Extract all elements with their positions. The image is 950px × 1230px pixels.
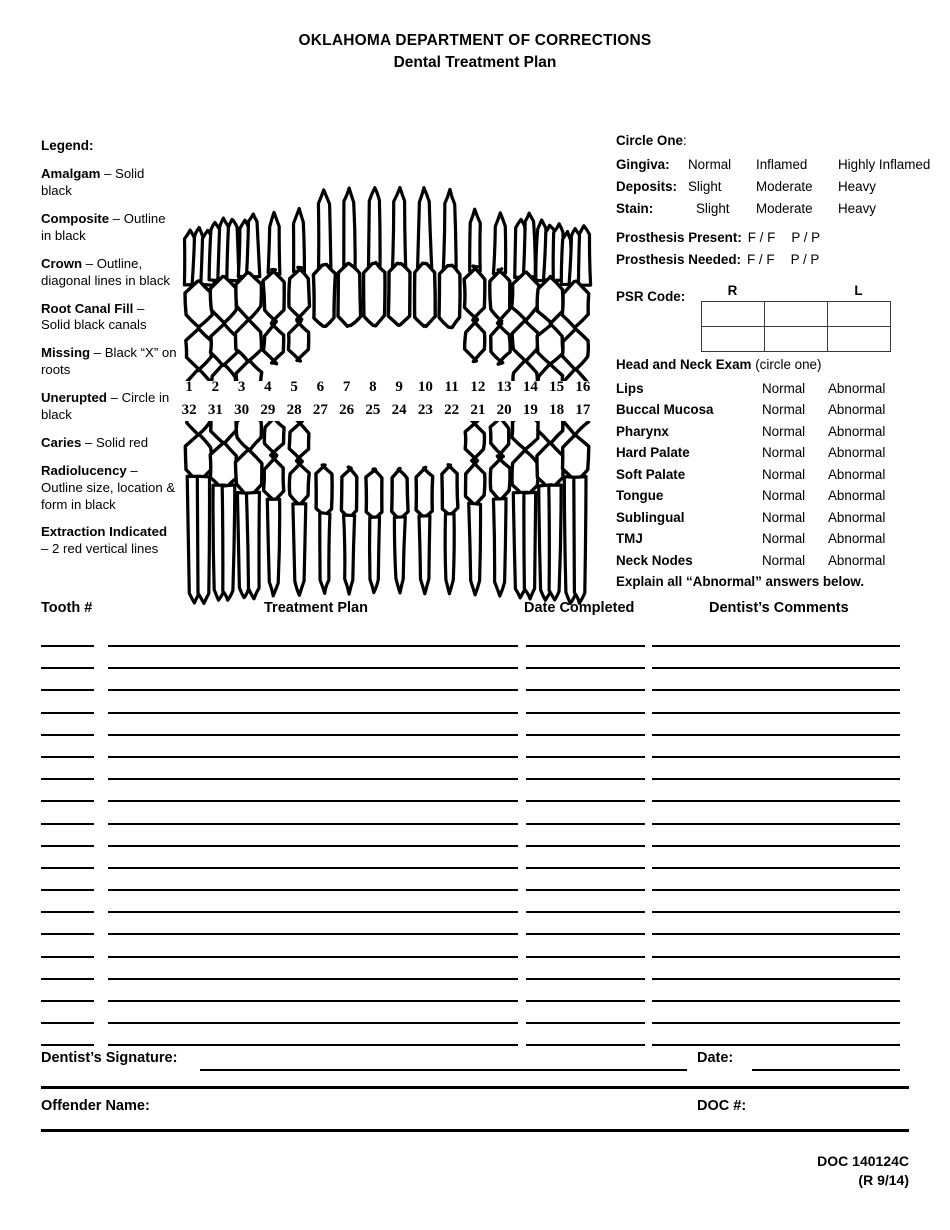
row-field-plan[interactable] (108, 1044, 518, 1046)
column-header-treatment-plan: Treatment Plan (264, 600, 368, 616)
offender-name-label: Offender Name: (41, 1098, 150, 1114)
table-row (0, 989, 950, 1011)
tooth-number[interactable]: 26 (339, 401, 355, 418)
exam-row-tmj (616, 531, 916, 546)
row-field-comm[interactable] (652, 712, 900, 714)
page-header (0, 0, 950, 75)
row-field-date[interactable] (526, 956, 645, 958)
exam-option-abnormal[interactable]: Abnormal (828, 445, 886, 461)
legend-desc: – Black “X” on roots (41, 345, 177, 378)
table-row (0, 1011, 950, 1033)
tooth-number[interactable]: 19 (522, 401, 538, 418)
form-number: DOC 140124C (817, 1153, 909, 1169)
psr-code-label: PSR Code: (616, 288, 686, 304)
row-field-tooth[interactable] (41, 978, 94, 980)
row-field-comm[interactable] (652, 800, 900, 802)
row-field-plan[interactable] (108, 712, 518, 714)
deposits-option-moderate[interactable]: Moderate (756, 178, 813, 194)
exam-option-abnormal[interactable]: Abnormal (828, 552, 886, 568)
legend-desc: – Circle in black (41, 390, 170, 422)
exam-item-label: Tongue (616, 488, 664, 504)
psr-cell[interactable] (765, 326, 828, 351)
row-field-plan[interactable] (108, 778, 518, 780)
gingiva-option-normal[interactable]: Normal (688, 156, 732, 172)
psr-header-left: L (854, 282, 863, 298)
row-field-comm[interactable] (652, 911, 900, 913)
row-field-tooth[interactable] (41, 689, 94, 691)
column-header-date-completed: Date Completed (524, 600, 635, 616)
legend-item-amalgam (41, 166, 177, 200)
prosthesis-needed-row (616, 252, 916, 267)
psr-cell[interactable] (828, 301, 891, 326)
deposits-row (616, 179, 916, 194)
tooth-number[interactable]: 16 (575, 378, 591, 395)
form-footer (817, 1152, 909, 1190)
legend-item-crown (41, 256, 177, 290)
row-field-tooth[interactable] (41, 667, 94, 669)
row-field-tooth[interactable] (41, 823, 94, 825)
stain-label: Stain: (616, 200, 654, 216)
tooth-number[interactable]: 10 (417, 378, 433, 395)
psr-cell[interactable] (765, 301, 828, 326)
row-field-date[interactable] (526, 867, 645, 869)
column-header-dentist-comments: Dentist’s Comments (709, 600, 849, 616)
row-field-plan[interactable] (108, 1000, 518, 1002)
row-field-comm[interactable] (652, 645, 900, 647)
signature-block (0, 1050, 950, 1132)
gingiva-option-highly-inflamed[interactable]: Highly Inflamed (838, 156, 931, 172)
tooth-number[interactable]: 4 (264, 378, 272, 395)
row-field-tooth[interactable] (41, 911, 94, 913)
row-field-plan[interactable] (108, 911, 518, 913)
row-field-tooth[interactable] (41, 756, 94, 758)
row-field-date[interactable] (526, 845, 645, 847)
table-row (0, 789, 950, 811)
legend-term: Radiolucency (41, 462, 127, 478)
legend-term: Extraction Indicated (41, 524, 168, 540)
row-field-comm[interactable] (652, 734, 900, 736)
prosthesis-needed-option-ff[interactable]: F / F (747, 251, 775, 267)
legend-item-radiolucency (41, 463, 177, 514)
table-row (0, 945, 950, 967)
row-field-plan[interactable] (108, 845, 518, 847)
dentist-signature-row (0, 1050, 950, 1080)
tooth-number[interactable]: 1 (185, 378, 193, 395)
row-field-plan[interactable] (108, 1022, 518, 1024)
exam-option-normal[interactable]: Normal (762, 402, 806, 418)
exam-option-normal[interactable]: Normal (762, 552, 806, 568)
table-row (0, 834, 950, 856)
row-field-date[interactable] (526, 1022, 645, 1024)
psr-header-middle (764, 283, 827, 298)
row-field-tooth[interactable] (41, 734, 94, 736)
legend-desc: – Outline in black (41, 210, 166, 243)
legend-term: Crown (41, 255, 83, 271)
row-field-comm[interactable] (652, 867, 900, 869)
treatment-plan-header (0, 600, 950, 630)
stain-row (616, 201, 916, 216)
row-field-comm[interactable] (652, 1044, 900, 1046)
table-row (0, 967, 950, 989)
abnormal-explanation-note: Explain all “Abnormal” answers below. (616, 574, 865, 590)
upper-arch-diagram[interactable] (172, 133, 602, 381)
row-field-tooth[interactable] (41, 645, 94, 647)
table-row (0, 856, 950, 878)
treatment-plan-rows (0, 634, 950, 1056)
gingiva-option-inflamed[interactable]: Inflamed (756, 156, 808, 172)
legend-term: Root Canal Fill (41, 300, 134, 316)
prosthesis-present-option-ff[interactable]: F / F (747, 229, 776, 245)
tooth-number[interactable]: 29 (260, 401, 276, 418)
tooth-number[interactable]: 32 (181, 401, 197, 418)
deposits-option-heavy[interactable]: Heavy (838, 178, 876, 194)
psr-table-row (702, 301, 891, 326)
divider-rule-bottom (41, 1129, 909, 1132)
exam-item-label: Soft Palate (616, 466, 686, 482)
row-field-date[interactable] (526, 645, 645, 647)
legend-panel (41, 137, 177, 569)
row-field-date[interactable] (526, 667, 645, 669)
row-field-comm[interactable] (652, 933, 900, 935)
table-row (0, 900, 950, 922)
row-field-plan[interactable] (108, 867, 518, 869)
row-field-date[interactable] (526, 756, 645, 758)
dentist-signature-field[interactable] (200, 1069, 687, 1071)
psr-cell[interactable] (702, 326, 765, 351)
exam-item-label: Sublingual (616, 509, 685, 525)
exam-item-label: Buccal Mucosa (616, 402, 714, 418)
tooth-number[interactable]: 23 (417, 401, 433, 418)
dental-chart[interactable] (172, 133, 602, 621)
tooth-number[interactable]: 28 (286, 401, 302, 418)
legend-item-extraction-indicated (41, 524, 177, 558)
legend-item-unerupted (41, 390, 177, 424)
row-field-tooth[interactable] (41, 800, 94, 802)
tooth-number[interactable]: 14 (522, 378, 538, 395)
table-row (0, 723, 950, 745)
row-field-plan[interactable] (108, 956, 518, 958)
exam-row-buccal-mucosa (616, 402, 916, 417)
row-field-date[interactable] (526, 1000, 645, 1002)
exam-row-pharynx (616, 424, 916, 439)
exam-row-neck-nodes (616, 553, 916, 568)
tooth-number[interactable]: 6 (316, 378, 325, 395)
signature-date-field[interactable] (752, 1069, 900, 1071)
row-field-plan[interactable] (108, 756, 518, 758)
row-field-comm[interactable] (652, 778, 900, 780)
row-field-comm[interactable] (652, 845, 900, 847)
table-row (0, 745, 950, 767)
row-field-plan[interactable] (108, 978, 518, 980)
row-field-comm[interactable] (652, 889, 900, 891)
exam-item-label: Pharynx (616, 423, 669, 439)
prosthesis-needed-option-pp[interactable]: P / P (790, 251, 820, 267)
offender-info-row (0, 1089, 950, 1123)
exam-row-tongue (616, 488, 916, 503)
exam-option-abnormal[interactable]: Abnormal (828, 466, 886, 482)
lower-tooth-numbers (176, 402, 596, 419)
legend-term: Composite (41, 210, 110, 226)
row-field-plan[interactable] (108, 667, 518, 669)
exam-item-label: Hard Palate (616, 445, 690, 461)
table-row (0, 678, 950, 700)
tooth-number[interactable]: 27 (312, 401, 328, 418)
table-row (0, 922, 950, 944)
row-field-tooth[interactable] (41, 712, 94, 714)
gingiva-label: Gingiva: (616, 156, 670, 172)
row-field-date[interactable] (526, 911, 645, 913)
row-field-plan[interactable] (108, 823, 518, 825)
table-row (0, 634, 950, 656)
exam-option-abnormal[interactable]: Abnormal (828, 380, 886, 396)
legend-item-composite (41, 211, 177, 245)
head-neck-exam-label: Head and Neck Exam (616, 356, 752, 372)
tooth-number[interactable]: 11 (444, 378, 459, 395)
tooth-number[interactable]: 13 (496, 378, 512, 395)
table-row (0, 878, 950, 900)
circle-one-label: Circle One (616, 132, 683, 148)
exam-row-hard-palate (616, 445, 916, 460)
tooth-number[interactable]: 30 (234, 401, 250, 418)
exam-row-lips (616, 381, 916, 396)
legend-term: Unerupted (41, 390, 107, 406)
psr-cell[interactable] (828, 326, 891, 351)
lower-arch-diagram[interactable] (172, 421, 602, 621)
exam-item-label: Neck Nodes (616, 552, 693, 568)
tooth-number[interactable]: 9 (395, 378, 403, 395)
table-row (0, 656, 950, 678)
exam-option-abnormal[interactable]: Abnormal (828, 531, 886, 547)
table-row (0, 812, 950, 834)
exam-item-label: TMJ (616, 531, 643, 547)
tooth-number[interactable]: 21 (470, 401, 486, 418)
circle-one-colon: : (682, 132, 687, 148)
page-title: OKLAHOMA DEPARTMENT OF CORRECTIONS (298, 32, 652, 49)
row-field-comm[interactable] (652, 667, 900, 669)
exam-option-normal[interactable]: Normal (762, 423, 806, 439)
exam-option-normal[interactable]: Normal (762, 380, 806, 396)
row-field-tooth[interactable] (41, 1000, 94, 1002)
deposits-option-slight[interactable]: Slight (688, 178, 722, 194)
legend-item-caries (41, 435, 177, 452)
row-field-comm[interactable] (652, 956, 900, 958)
exam-row-soft-palate (616, 467, 916, 482)
row-field-tooth[interactable] (41, 1044, 94, 1046)
tooth-number[interactable]: 5 (290, 378, 298, 395)
legend-item-missing (41, 345, 177, 379)
exam-option-normal[interactable]: Normal (762, 509, 806, 525)
prosthesis-present-row (616, 230, 916, 245)
row-field-plan[interactable] (108, 734, 518, 736)
psr-table-row (702, 326, 891, 351)
exam-option-abnormal[interactable]: Abnormal (828, 509, 886, 525)
table-row (0, 767, 950, 789)
row-field-comm[interactable] (652, 689, 900, 691)
legend-desc: – 2 red vertical lines (41, 541, 159, 557)
head-neck-exam-hint: (circle one) (751, 356, 822, 372)
tooth-number[interactable]: 20 (496, 401, 512, 418)
row-field-date[interactable] (526, 734, 645, 736)
row-field-date[interactable] (526, 823, 645, 825)
row-field-tooth[interactable] (41, 867, 94, 869)
psr-header-right: R (727, 282, 738, 298)
legend-term: Amalgam (41, 166, 101, 182)
legend-item-root-canal-fill (41, 301, 177, 335)
tooth-number[interactable]: 12 (470, 378, 486, 395)
row-field-tooth[interactable] (41, 778, 94, 780)
row-field-plan[interactable] (108, 689, 518, 691)
tooth-number[interactable]: 24 (391, 401, 407, 418)
row-field-plan[interactable] (108, 933, 518, 935)
legend-desc: – Solid black (41, 166, 145, 199)
row-field-tooth[interactable] (41, 956, 94, 958)
legend-term: Caries (41, 434, 82, 450)
circle-one-heading (616, 133, 916, 148)
exam-option-abnormal[interactable]: Abnormal (828, 423, 886, 439)
form-revision: (R 9/14) (858, 1171, 909, 1188)
exam-option-normal[interactable]: Normal (762, 466, 806, 482)
column-header-tooth-number: Tooth # (41, 600, 93, 616)
row-field-tooth[interactable] (41, 1022, 94, 1024)
psr-column-headers (701, 283, 890, 298)
legend-desc: – Outline, diagonal lines in black (41, 255, 171, 288)
exam-option-abnormal[interactable]: Abnormal (828, 402, 886, 418)
page-subtitle: Dental Treatment Plan (393, 54, 557, 72)
tooth-number[interactable]: 7 (342, 378, 351, 395)
prosthesis-present-label: Prosthesis Present: (616, 229, 742, 245)
row-field-comm[interactable] (652, 1000, 900, 1002)
row-field-comm[interactable] (652, 823, 900, 825)
row-field-date[interactable] (526, 689, 645, 691)
tooth-number[interactable]: 25 (365, 401, 381, 418)
row-field-comm[interactable] (652, 978, 900, 980)
prosthesis-present-option-pp[interactable]: P / P (791, 229, 821, 245)
exam-option-normal[interactable]: Normal (762, 488, 806, 504)
exam-row-sublingual (616, 510, 916, 525)
row-field-plan[interactable] (108, 645, 518, 647)
tooth-number[interactable]: 22 (444, 401, 460, 418)
prosthesis-needed-label: Prosthesis Needed: (616, 251, 742, 267)
clinical-findings-panel (616, 132, 931, 590)
row-field-tooth[interactable] (41, 845, 94, 847)
legend-title: Legend: (41, 137, 94, 153)
treatment-plan-table (0, 600, 950, 1056)
row-field-date[interactable] (526, 778, 645, 780)
legend-term: Missing (41, 345, 91, 361)
deposits-label: Deposits: (616, 178, 678, 194)
tooth-number[interactable]: 31 (207, 401, 223, 418)
exam-option-normal[interactable]: Normal (762, 531, 806, 547)
row-field-tooth[interactable] (41, 933, 94, 935)
row-field-comm[interactable] (652, 1022, 900, 1024)
doc-number-label: DOC #: (697, 1098, 747, 1114)
legend-desc: – Solid red (81, 434, 149, 450)
upper-tooth-numbers (176, 379, 596, 396)
stain-option-moderate[interactable]: Moderate (756, 200, 813, 216)
row-field-date[interactable] (526, 800, 645, 802)
table-row (0, 701, 950, 723)
stain-option-heavy[interactable]: Heavy (838, 200, 876, 216)
row-field-date[interactable] (526, 712, 645, 714)
legend-desc: – Solid black canals (41, 300, 147, 333)
row-field-date[interactable] (526, 978, 645, 980)
head-neck-exam-title (616, 357, 916, 372)
tooth-number[interactable]: 2 (211, 378, 220, 395)
row-field-plan[interactable] (108, 889, 518, 891)
row-field-tooth[interactable] (41, 889, 94, 891)
psr-cell[interactable] (702, 301, 765, 326)
psr-code-table[interactable] (701, 301, 891, 352)
tooth-number[interactable]: 3 (237, 378, 246, 395)
row-field-date[interactable] (526, 933, 645, 935)
signature-date-label: Date: (697, 1050, 734, 1066)
tooth-number[interactable]: 18 (549, 401, 565, 418)
stain-option-slight[interactable]: Slight (696, 200, 730, 216)
row-field-date[interactable] (526, 1044, 645, 1046)
dentist-signature-label: Dentist’s Signature: (41, 1050, 178, 1066)
exam-item-label: Lips (616, 380, 644, 396)
psr-code-block (616, 283, 916, 355)
row-field-comm[interactable] (652, 756, 900, 758)
gingiva-row (616, 156, 931, 172)
exam-option-normal[interactable]: Normal (762, 445, 806, 461)
tooth-number[interactable]: 15 (549, 378, 565, 395)
tooth-number[interactable]: 8 (369, 378, 377, 395)
legend-desc: – Outline size, location & form in black (41, 462, 176, 512)
row-field-plan[interactable] (108, 800, 518, 802)
tooth-number[interactable]: 17 (575, 401, 591, 418)
exam-option-abnormal[interactable]: Abnormal (828, 488, 886, 504)
row-field-date[interactable] (526, 889, 645, 891)
